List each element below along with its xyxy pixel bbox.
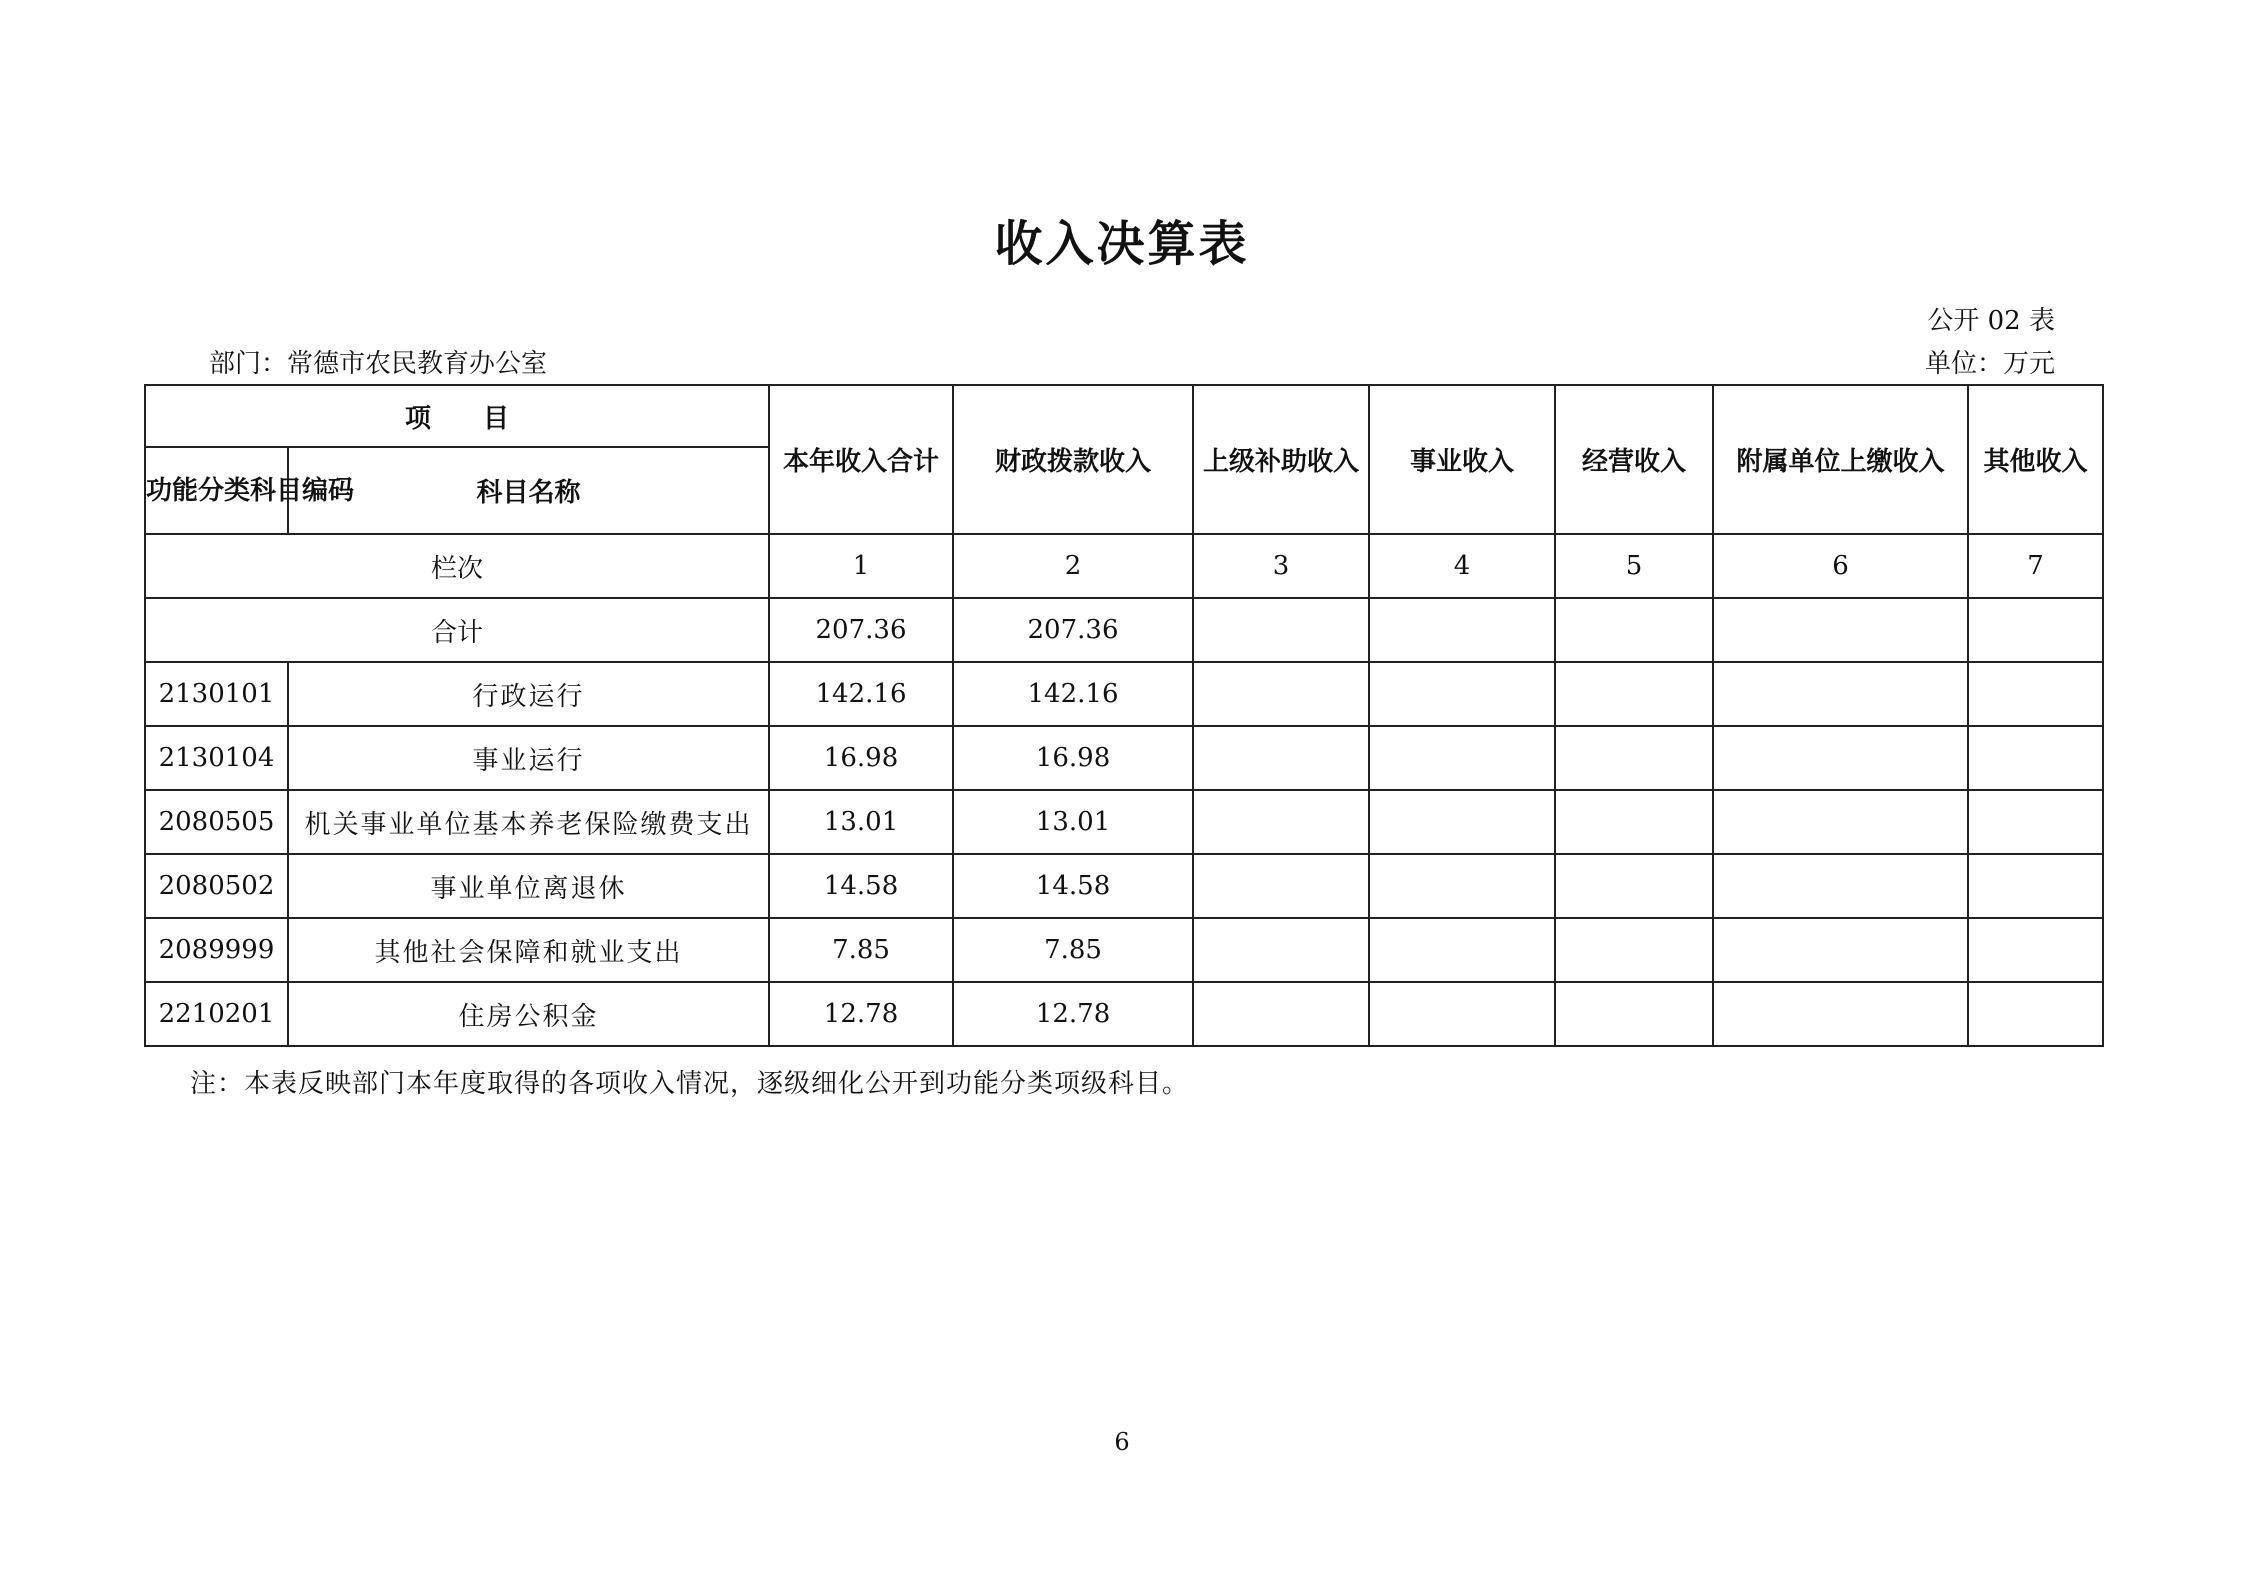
value-cell bbox=[1369, 982, 1555, 1046]
total-cell bbox=[1713, 598, 1968, 662]
value-cell bbox=[1968, 662, 2103, 726]
value-cell bbox=[1968, 982, 2103, 1046]
value-cell: 16.98 bbox=[953, 726, 1193, 790]
value-cell bbox=[1369, 854, 1555, 918]
unit-label: 单位：万元 bbox=[1924, 349, 2055, 379]
column-index-cell: 6 bbox=[1713, 534, 1968, 598]
income-table bbox=[144, 384, 2104, 1047]
value-cell bbox=[1555, 854, 1713, 918]
page-number: 6 bbox=[1114, 1428, 1130, 1456]
value-cell bbox=[1968, 854, 2103, 918]
value-cell bbox=[1968, 726, 2103, 790]
function-code-cell: 2089999 bbox=[145, 918, 288, 982]
header-function-code: 功能分类科目编码 bbox=[145, 447, 288, 534]
value-cell bbox=[1713, 918, 1968, 982]
value-cell: 16.98 bbox=[769, 726, 953, 790]
value-cell: 13.01 bbox=[953, 790, 1193, 854]
total-label: 合计 bbox=[145, 598, 769, 662]
value-cell bbox=[1968, 918, 2103, 982]
value-cell bbox=[1193, 790, 1369, 854]
header-fiscal-appropriation: 财政拨款收入 bbox=[953, 385, 1193, 534]
subject-name-cell: 事业单位离退休 bbox=[288, 854, 769, 918]
value-cell: 12.78 bbox=[769, 982, 953, 1046]
table-row bbox=[145, 726, 2103, 790]
value-cell bbox=[1369, 662, 1555, 726]
header-affiliated-unit-income: 附属单位上缴收入 bbox=[1713, 385, 1968, 534]
header-item: 项 目 bbox=[145, 385, 769, 447]
total-cell bbox=[1369, 598, 1555, 662]
column-index-cell: 1 bbox=[769, 534, 953, 598]
value-cell: 14.58 bbox=[953, 854, 1193, 918]
value-cell bbox=[1713, 982, 1968, 1046]
total-cell: 207.36 bbox=[953, 598, 1193, 662]
value-cell bbox=[1193, 662, 1369, 726]
value-cell bbox=[1713, 854, 1968, 918]
total-cell bbox=[1555, 598, 1713, 662]
value-cell: 142.16 bbox=[953, 662, 1193, 726]
header-subject-name: 科目名称 bbox=[288, 447, 769, 534]
value-cell: 12.78 bbox=[953, 982, 1193, 1046]
subject-name-cell: 机关事业单位基本养老保险缴费支出 bbox=[288, 790, 769, 854]
header-other-income: 其他收入 bbox=[1968, 385, 2103, 534]
subject-name-cell: 其他社会保障和就业支出 bbox=[288, 918, 769, 982]
table-row bbox=[145, 854, 2103, 918]
subject-name-cell: 行政运行 bbox=[288, 662, 769, 726]
column-index-cell: 5 bbox=[1555, 534, 1713, 598]
function-code-cell: 2130104 bbox=[145, 726, 288, 790]
column-index-row bbox=[145, 534, 2103, 598]
subject-name-cell: 住房公积金 bbox=[288, 982, 769, 1046]
table-row bbox=[145, 982, 2103, 1046]
total-cell bbox=[1968, 598, 2103, 662]
value-cell bbox=[1555, 790, 1713, 854]
value-cell: 13.01 bbox=[769, 790, 953, 854]
value-cell bbox=[1555, 726, 1713, 790]
function-code-cell: 2080502 bbox=[145, 854, 288, 918]
table-row bbox=[145, 918, 2103, 982]
column-index-cell: 2 bbox=[953, 534, 1193, 598]
header-business-income: 事业收入 bbox=[1369, 385, 1555, 534]
value-cell bbox=[1369, 726, 1555, 790]
value-cell bbox=[1369, 918, 1555, 982]
header-superior-subsidy: 上级补助收入 bbox=[1193, 385, 1369, 534]
value-cell bbox=[1193, 918, 1369, 982]
value-cell bbox=[1369, 790, 1555, 854]
page-title: 收入决算表 bbox=[994, 216, 1250, 272]
column-index-cell: 3 bbox=[1193, 534, 1369, 598]
subject-name-cell: 事业运行 bbox=[288, 726, 769, 790]
total-cell: 207.36 bbox=[769, 598, 953, 662]
column-index-cell: 7 bbox=[1968, 534, 2103, 598]
header-total-income: 本年收入合计 bbox=[769, 385, 953, 534]
header-operating-income: 经营收入 bbox=[1555, 385, 1713, 534]
column-index-cell: 4 bbox=[1369, 534, 1555, 598]
value-cell bbox=[1713, 790, 1968, 854]
value-cell bbox=[1555, 662, 1713, 726]
total-row bbox=[145, 598, 2103, 662]
value-cell bbox=[1713, 726, 1968, 790]
value-cell bbox=[1555, 982, 1713, 1046]
function-code-cell: 2130101 bbox=[145, 662, 288, 726]
value-cell: 7.85 bbox=[953, 918, 1193, 982]
value-cell bbox=[1555, 918, 1713, 982]
table-row bbox=[145, 790, 2103, 854]
value-cell bbox=[1968, 790, 2103, 854]
value-cell: 7.85 bbox=[769, 918, 953, 982]
value-cell bbox=[1193, 726, 1369, 790]
value-cell bbox=[1713, 662, 1968, 726]
value-cell: 14.58 bbox=[769, 854, 953, 918]
value-cell bbox=[1193, 982, 1369, 1046]
value-cell bbox=[1193, 854, 1369, 918]
column-index-label: 栏次 bbox=[145, 534, 769, 598]
value-cell: 142.16 bbox=[769, 662, 953, 726]
department-label: 部门：常德市农民教育办公室 bbox=[209, 349, 548, 379]
table-row bbox=[145, 662, 2103, 726]
footnote: 注：本表反映部门本年度取得的各项收入情况，逐级细化公开到功能分类项级科目。 bbox=[190, 1069, 1190, 1099]
function-code-cell: 2080505 bbox=[145, 790, 288, 854]
total-cell bbox=[1193, 598, 1369, 662]
form-number: 公开 02 表 bbox=[1927, 306, 2055, 336]
function-code-cell: 2210201 bbox=[145, 982, 288, 1046]
